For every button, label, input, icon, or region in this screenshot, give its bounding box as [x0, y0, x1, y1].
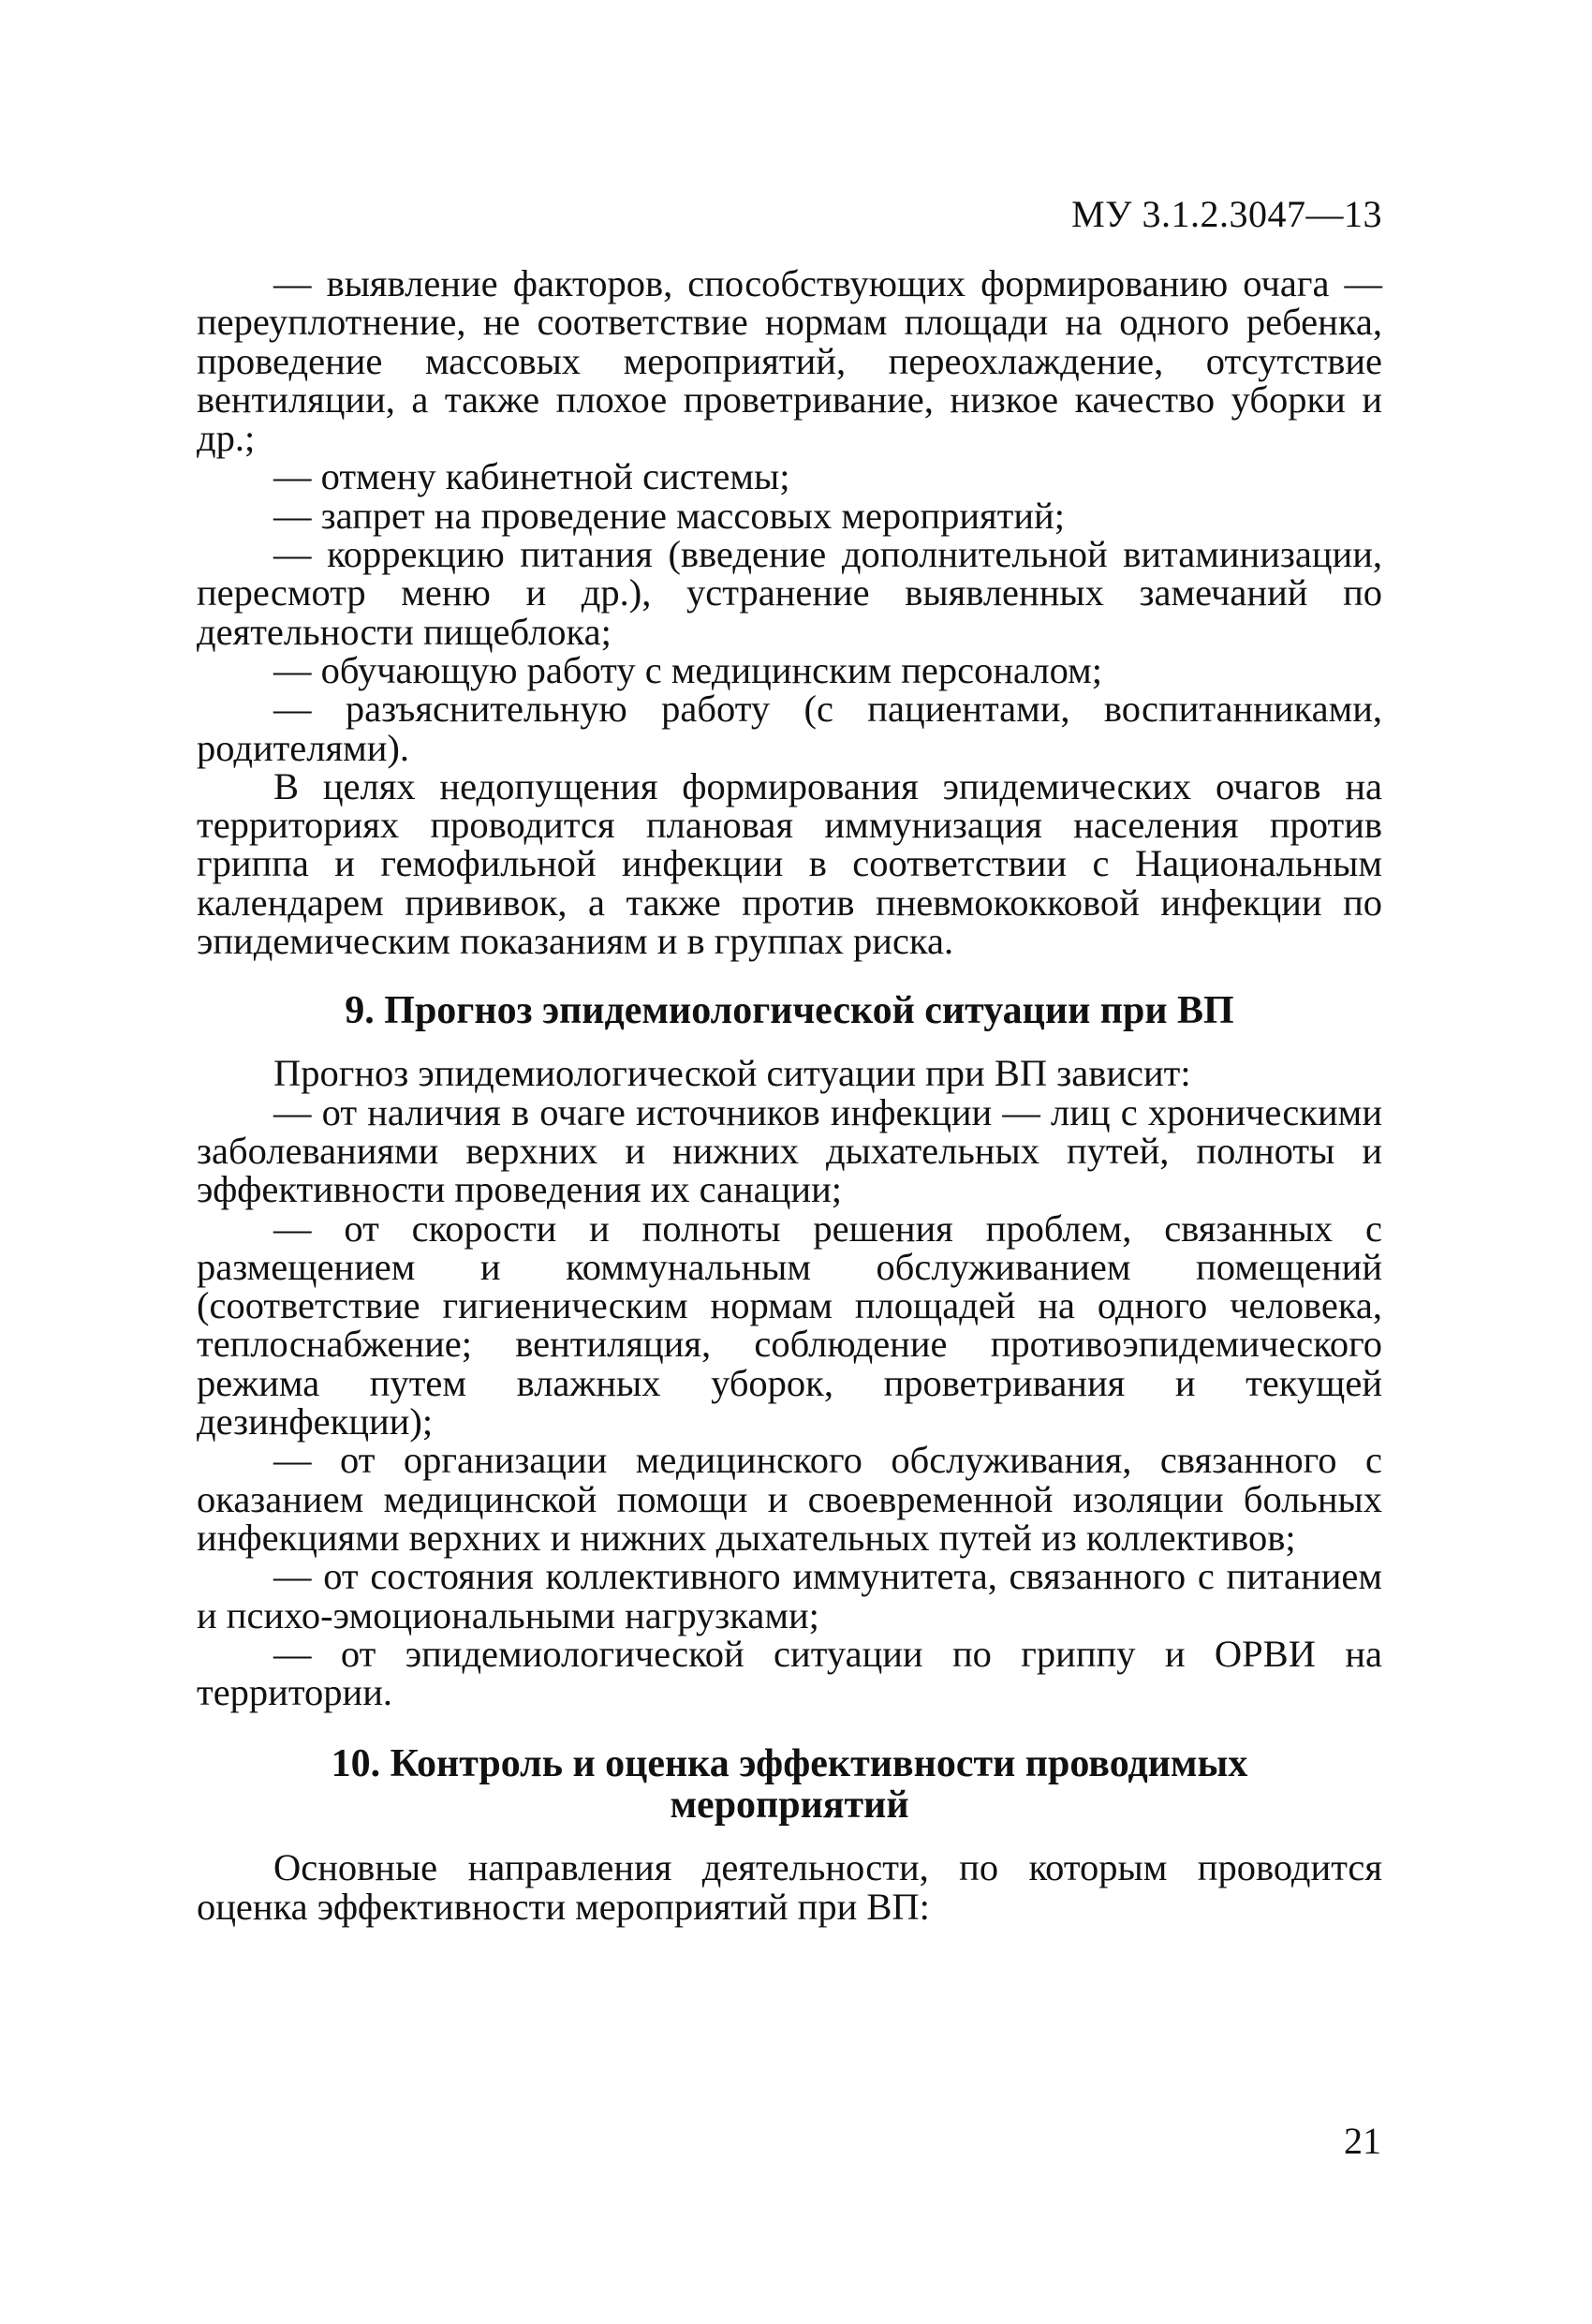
- list-item: — от эпидемиологической ситуации по гриппу и ОРВИ на территории.: [197, 1632, 1382, 1714]
- section-10-heading: [197, 1743, 1382, 1826]
- list-item: — от скорости и полноты решения проблем, связанных с размещением и коммунальным обслуживанием помещений (соответствие гигиеническим нормам площадей на одного человека, теплоснабжение; вентиляция, соблюдение противоэпидемического режима путем влажных уборок, проветривания и текущей дезинфекции);: [197, 1206, 1382, 1443]
- list-item: — от организации медицинского обслуживания, связанного с оказанием медицинской помощи и своевременной изоляции больных инфекциями верхних и нижних дыхательных путей из коллективов;: [197, 1439, 1382, 1559]
- page-number: 21: [1344, 2120, 1381, 2162]
- list-item: — от наличия в очаге источников инфекции — лиц с хроническими заболеваниями верхних и нижних дыхательных путей, полноты и эффективности проведения их санации;: [197, 1090, 1382, 1211]
- section-10-heading-line-1: 10. Контроль и оценка эффективности проводимых: [331, 1742, 1248, 1786]
- section-10-intro: Основные направления деятельности, по которым проводится оценка эффективности мероприятий при ВП:: [197, 1846, 1382, 1928]
- list-item: — обучающую работу с медицинским персоналом;: [273, 648, 1102, 691]
- section-9-heading: 9. Прогноз эпидемиологической ситуации при ВП: [345, 989, 1234, 1033]
- list-item: — разъяснительную работу (с пациентами, воспитанниками, родителями).: [197, 688, 1382, 769]
- list-item: — коррекцию питания (введение дополнительной витаминизации, пересмотр меню и др.), устранение выявленных замечаний по деятельности пищеблока;: [197, 533, 1382, 653]
- page-body: [197, 264, 1382, 1926]
- list-item: — выявление факторов, способствующих формированию очага — переуплотнение, не соответствие нормам площади на одного ребенка, проведение массовых мероприятий, переохлаждение, отсутствие вентиляции, а также плохое проветривание, низкое качество уборки и др.;: [197, 262, 1382, 460]
- section-9-intro: Прогноз эпидемиологической ситуации при ВП зависит:: [273, 1052, 1191, 1095]
- list-item: — от состояния коллективного иммунитета, связанного с питанием и психо-эмоциональными нагрузками;: [197, 1555, 1382, 1636]
- document-code: МУ 3.1.2.3047—13: [1071, 193, 1382, 235]
- immunization-paragraph: В целях недопущения формирования эпидемических очагов на территориях проводится плановая иммунизация населения против гриппа и гемофильной инфекции в соответствии с Национальным календарем прививок, а также против пневмококковой инфекции по эпидемическим показаниям и в группах риска.: [197, 764, 1382, 963]
- section-10-heading-line-2: мероприятий: [670, 1784, 909, 1828]
- list-item: — запрет на проведение массовых мероприятий;: [273, 494, 1065, 537]
- list-item: — отмену кабинетной системы;: [273, 455, 790, 498]
